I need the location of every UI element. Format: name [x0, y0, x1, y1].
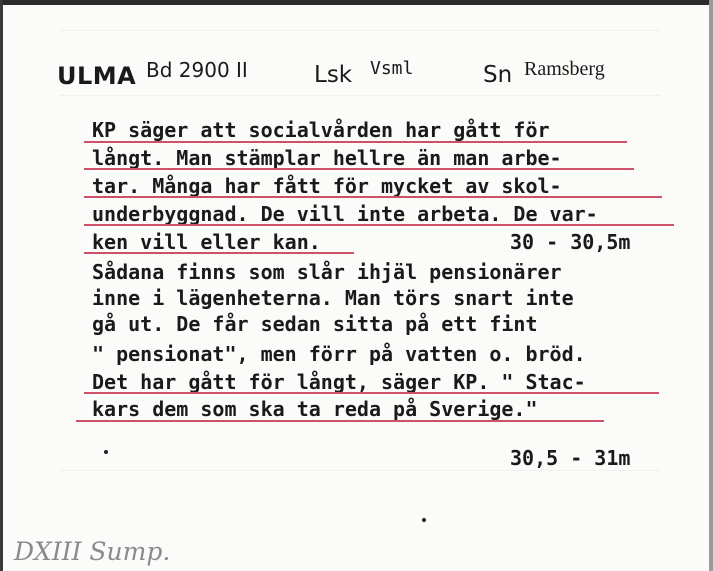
underline-mark — [84, 392, 659, 394]
text-line: långt. Man stämplar hellre än man arbe- — [92, 146, 562, 170]
recording-reference: 30 - 30,5m — [510, 230, 631, 254]
volume-number: Bd 2900 II — [146, 58, 248, 82]
parish-value: Ramsberg — [524, 58, 605, 80]
underline-mark — [84, 224, 674, 226]
parish-label: Sn — [483, 62, 513, 88]
text-line: kars dem som ska ta reda på Sverige." — [92, 397, 538, 421]
text-line: Sådana finns som slår ihjäl pensionärer — [92, 260, 562, 284]
ulma-label: ULMA — [57, 62, 137, 90]
background-ruling — [60, 470, 660, 471]
card-top-edge — [0, 0, 713, 5]
recording-reference: 30,5 - 31m — [510, 446, 631, 470]
landscape-value: Vsml — [370, 58, 414, 79]
handwritten-signature: DXIII Sump. — [14, 537, 171, 566]
background-ruling — [60, 95, 660, 96]
text-line: inne i lägenheterna. Man törs snart inte — [92, 286, 574, 310]
text-line: Det har gått för långt, säger KP. " Stac- — [92, 370, 586, 394]
text-line: ken vill eller kan. — [92, 230, 321, 254]
underline-mark — [84, 252, 354, 254]
underline-mark — [84, 196, 662, 198]
landscape-label: Lsk — [314, 62, 353, 88]
ink-dot — [422, 518, 426, 522]
ink-dot — [104, 450, 108, 454]
text-line: gå ut. De får sedan sitta på ett fint — [92, 312, 538, 336]
text-line: " pensionat", men förr på vatten o. bröd. — [92, 342, 586, 366]
card-right-edge — [709, 0, 713, 571]
text-line: KP säger att socialvården har gått för — [92, 118, 550, 142]
underline-mark — [84, 168, 634, 170]
text-line: underbyggnad. De vill inte arbeta. De var- — [92, 202, 598, 226]
underline-mark — [76, 420, 604, 422]
background-ruling — [60, 30, 660, 31]
underline-mark — [84, 141, 627, 143]
text-line: tar. Många har fått för mycket av skol- — [92, 174, 562, 198]
card-left-edge — [0, 0, 3, 571]
